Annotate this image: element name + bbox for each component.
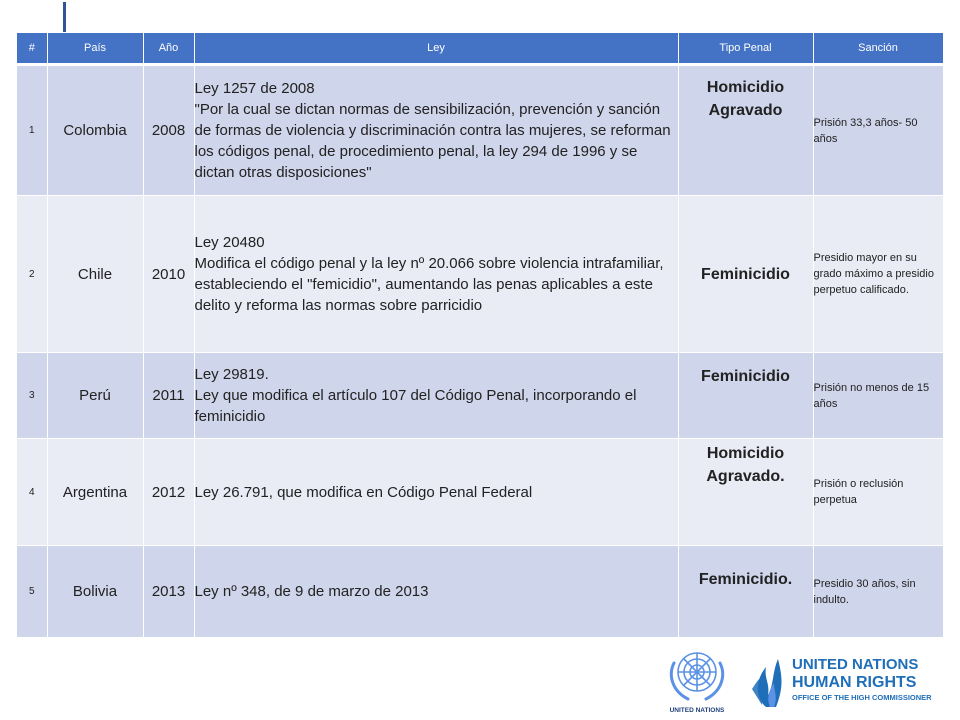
header-country: País <box>47 33 143 65</box>
law-title: Ley 29819. <box>194 366 269 383</box>
header-row <box>17 33 943 65</box>
law-cell <box>194 353 678 439</box>
law-title: Ley nº 348, de 9 de marzo de 2013 <box>194 583 429 600</box>
sanction-cell: Presidio 30 años, sin indulto. <box>813 546 943 638</box>
sanction-cell: Prisión o reclusión perpetua <box>813 439 943 546</box>
law-cell <box>194 65 678 196</box>
sanction-cell: Prisión 33,3 años- 50 años <box>813 65 943 196</box>
ohchr-line-1: UNITED NATIONS <box>792 656 919 673</box>
row-number: 2 <box>17 196 47 353</box>
sanction-cell: Presidio mayor en su grado máximo a presidio perpetuo calificado. <box>813 196 943 353</box>
table-row <box>17 196 943 353</box>
law-title: Ley 20480 <box>194 234 265 251</box>
country-cell: Bolivia <box>47 546 143 638</box>
row-number: 1 <box>17 65 47 196</box>
law-cell <box>194 196 678 353</box>
year-cell: 2011 <box>143 353 194 439</box>
penal-type-cell: Feminicidio. <box>678 546 813 638</box>
row-number: 3 <box>17 353 47 439</box>
law-description: "Por la cual se dictan normas de sensibilización, prevención y sanción de formas de violencia y discriminación contra las mujeres, se reforman los códigos penal, de procedimiento penal, la ley 294 de 1996 y se dictan otras disposiciones" <box>194 101 671 181</box>
row-number: 4 <box>17 439 47 546</box>
law-cell <box>194 546 678 638</box>
ohchr-logo <box>744 645 940 715</box>
header-year: Año <box>143 33 194 65</box>
row-number: 5 <box>17 546 47 638</box>
law-title: Ley 1257 de 2008 <box>194 80 315 97</box>
flame-hand-icon <box>752 659 782 707</box>
table-row <box>17 353 943 439</box>
logos-area <box>660 645 940 715</box>
law-description: Modifica el código penal y la ley nº 20.066 sobre violencia intrafamiliar, estableciendo el "femicidio", aumentando las penas aplicables a este delito y reforma las normas sobre parricidio <box>194 255 664 314</box>
table-row <box>17 439 943 546</box>
law-description: Ley que modifica el artículo 107 del Código Penal, incorporando el feminicidio <box>194 387 637 425</box>
un-caption: UNITED NATIONS <box>669 707 725 714</box>
country-cell: Perú <box>47 353 143 439</box>
ohchr-line-3: OFFICE OF THE HIGH COMMISSIONER <box>792 693 932 702</box>
year-cell: 2013 <box>143 546 194 638</box>
year-cell: 2008 <box>143 65 194 196</box>
law-title: Ley 26.791, que modifica en Código Penal Federal <box>194 483 533 501</box>
header-law: Ley <box>194 33 678 65</box>
sanction-cell: Prisión no menos de 15 años <box>813 353 943 439</box>
header-penal-type: Tipo Penal <box>678 33 813 65</box>
table-row <box>17 546 943 638</box>
penal-type-cell: Feminicidio <box>678 196 813 353</box>
femicide-laws-table <box>17 33 944 638</box>
ohchr-line-2: HUMAN RIGHTS <box>792 674 917 691</box>
penal-type-cell: Feminicidio <box>678 353 813 439</box>
year-cell: 2010 <box>143 196 194 353</box>
table-row <box>17 65 943 196</box>
penal-type-cell: Homicidio Agravado. <box>678 439 813 546</box>
un-emblem-icon <box>662 645 732 715</box>
country-cell: Argentina <box>47 439 143 546</box>
header-sanction: Sanción <box>813 33 943 65</box>
header-num: # <box>17 33 47 65</box>
country-cell: Chile <box>47 196 143 353</box>
country-cell: Colombia <box>47 65 143 196</box>
penal-type-cell: Homicidio Agravado <box>678 65 813 196</box>
year-cell: 2012 <box>143 439 194 546</box>
accent-bar <box>63 2 66 32</box>
law-cell <box>194 439 678 546</box>
